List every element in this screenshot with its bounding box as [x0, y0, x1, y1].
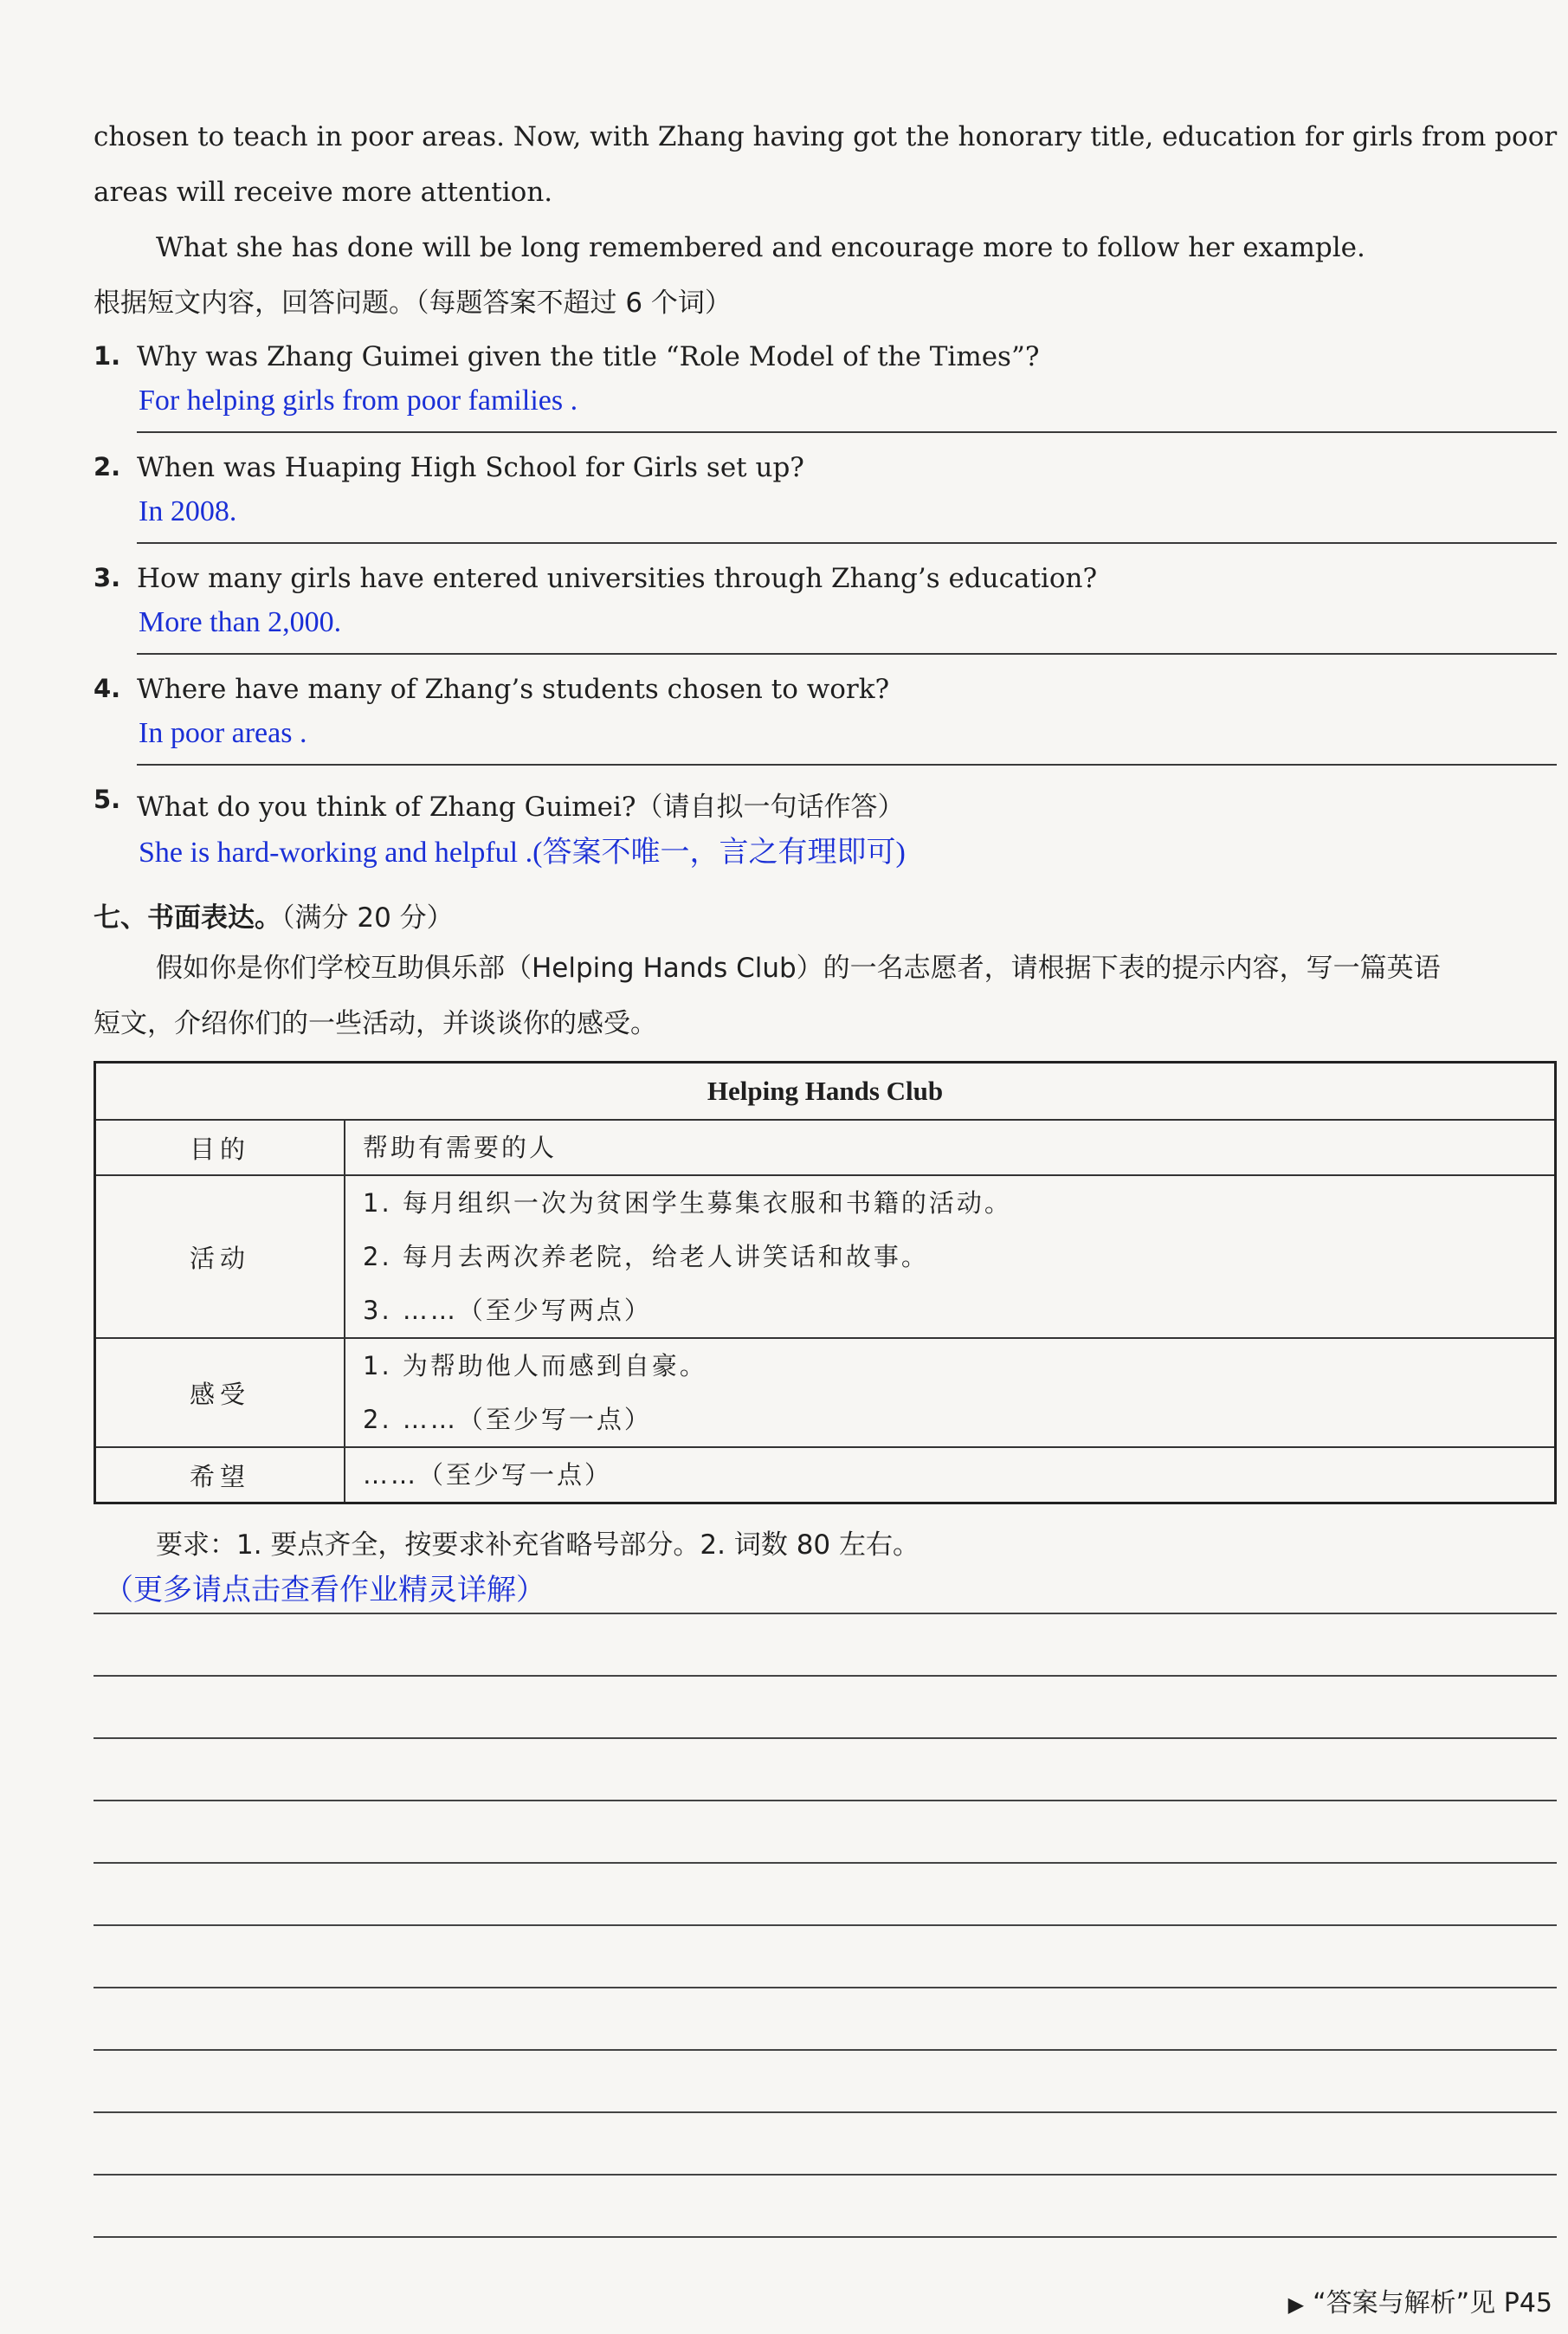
answer-text: For helping girls from poor families .: [139, 385, 578, 417]
activities-label: 活动: [95, 1175, 345, 1338]
writing-line: [94, 2236, 1557, 2238]
helping-hands-table: [94, 1061, 1557, 1504]
question-number: 5.: [94, 785, 121, 814]
activity-item: 2. 每月去两次养老院，给老人讲笑话和故事。: [363, 1242, 929, 1271]
writing-prompt-line-2: 短文，介绍你们的一些活动，并谈谈你的感受。: [94, 1008, 657, 1039]
question-number: 3.: [94, 563, 121, 592]
answer-text: In poor areas .: [139, 717, 307, 749]
writing-prompt-line-1: 假如你是你们学校互助俱乐部（Helping Hands Club）的一名志愿者，请根据下表的提示内容，写一篇英语: [156, 953, 1441, 984]
hope-text: ……（至少写一点）: [363, 1460, 613, 1490]
answer-line: [137, 542, 1557, 544]
passage-line-3: What she has done will be long remembered and encourage more to follow her example.: [156, 232, 1365, 263]
purpose-text: 帮助有需要的人: [363, 1133, 558, 1162]
passage-line-2: areas will receive more attention.: [94, 177, 553, 208]
question-text: How many girls have entered universities through Zhang’s education?: [137, 563, 1098, 594]
writing-line: [94, 1613, 1557, 1614]
table-title: Helping Hands Club: [95, 1063, 1556, 1121]
answer-text: More than 2,000.: [139, 606, 342, 638]
feeling-item: 1. 为帮助他人而感到自豪。: [363, 1351, 707, 1380]
writing-requirement: 要求：1. 要点齐全，按要求补充省略号部分。2. 词数 80 左右。: [156, 1529, 920, 1561]
purpose-label: 目的: [95, 1120, 345, 1175]
footer-text: “答案与解析”见 P45: [1313, 2288, 1552, 2318]
question-instruction: 根据短文内容，回答问题。（每题答案不超过 6 个词）: [94, 288, 732, 319]
writing-line: [94, 1675, 1557, 1677]
footer-answer-reference: [1288, 2281, 1552, 2319]
purpose-cell: [345, 1120, 1556, 1175]
passage-line-1: chosen to teach in poor areas. Now, with Zhang having got the honorary title, education for girls from poor: [94, 121, 1558, 152]
writing-line: [94, 1737, 1557, 1739]
answer-line: [137, 764, 1557, 766]
more-details-link[interactable]: （更多请点击查看作业精灵详解）: [104, 1573, 545, 1607]
question-text: When was Huaping High School for Girls set up?: [137, 452, 804, 483]
hope-label: 希望: [95, 1447, 345, 1503]
feelings-label: 感受: [95, 1338, 345, 1447]
writing-line: [94, 2049, 1557, 2051]
activities-cell: [345, 1175, 1556, 1338]
writing-line: [94, 2111, 1557, 2113]
question-text: Where have many of Zhang’s students chosen to work?: [137, 674, 890, 705]
writing-section-title: [94, 895, 454, 934]
question-text: Why was Zhang Guimei given the title “Role Model of the Times”?: [137, 341, 1040, 372]
writing-line: [94, 2174, 1557, 2176]
question-text: What do you think of Zhang Guimei?（请自拟一句话作答）: [137, 792, 905, 823]
play-arrow-icon: ▶: [1287, 2292, 1305, 2317]
activity-item: 1. 每月组织一次为贫困学生募集衣服和书籍的活动。: [363, 1188, 1012, 1218]
writing-line: [94, 1987, 1557, 1988]
section-heading: 七、书面表达。: [94, 902, 281, 934]
answer-line: [137, 653, 1557, 655]
writing-line: [94, 1862, 1557, 1864]
section-score: （满分 20 分）: [281, 902, 454, 934]
feeling-item: 2. ……（至少写一点）: [363, 1405, 652, 1434]
question-number: 1.: [94, 341, 121, 371]
hope-cell: [345, 1447, 1556, 1503]
answer-text: In 2008.: [139, 495, 237, 527]
activity-item: 3. ……（至少写两点）: [363, 1296, 652, 1325]
question-number: 2.: [94, 452, 121, 482]
writing-line: [94, 1924, 1557, 1926]
answer-text: She is hard-working and helpful .(答案不唯一，言之有理即可): [139, 837, 906, 869]
question-number: 4.: [94, 674, 121, 703]
feelings-cell: [345, 1338, 1556, 1447]
writing-line: [94, 1800, 1557, 1801]
answer-line: [137, 431, 1557, 433]
